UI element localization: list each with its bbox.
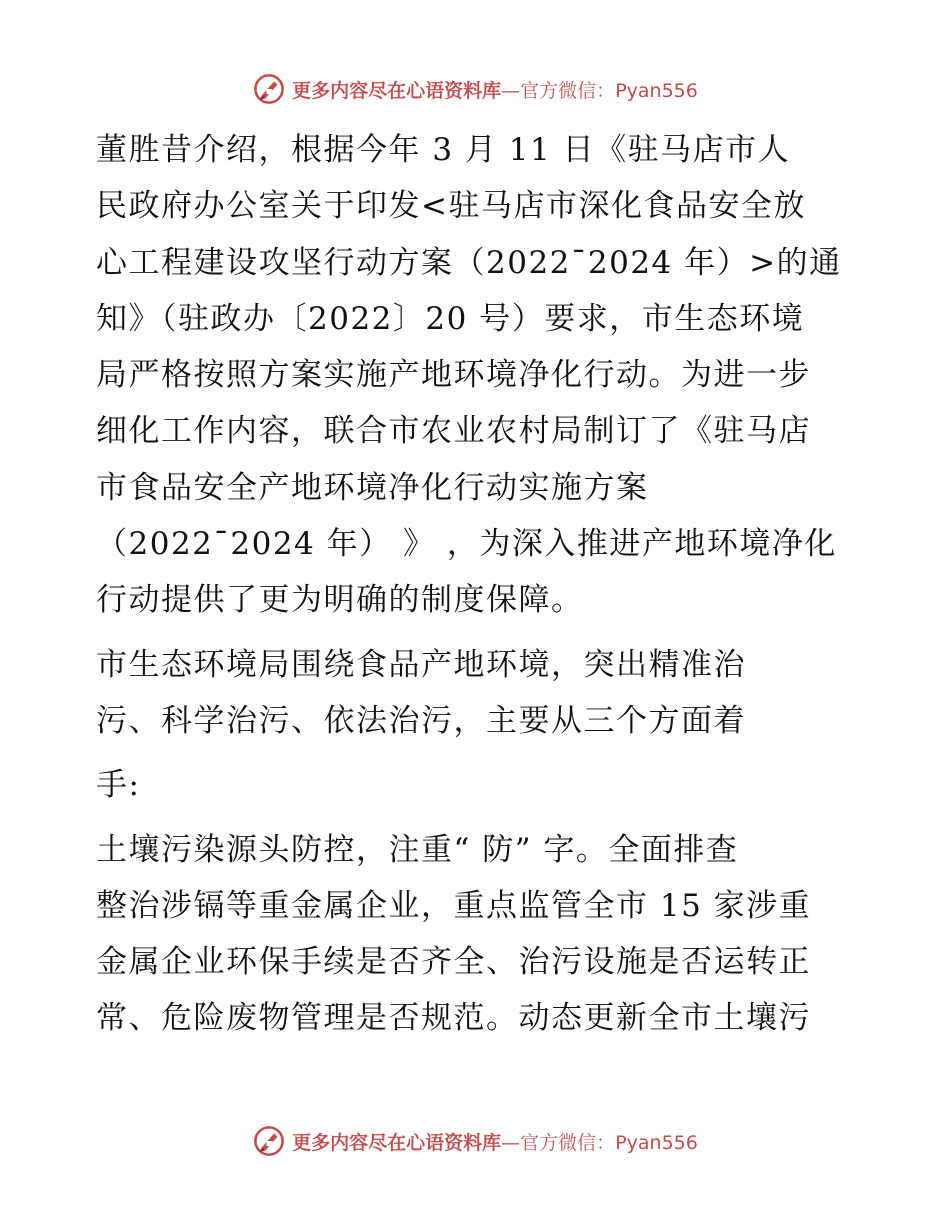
text-line: 心工程建设攻坚行动方案（2022¯2024 年）>的通: [96, 244, 842, 281]
text-line: （2022¯2024 年） 》 ，为深入推进产地环境净化: [96, 526, 837, 563]
text-line: 金属企业环保手续是否齐全、治污设施是否运转正: [96, 944, 811, 981]
pen-logo-icon: [252, 1124, 286, 1158]
text-line: 市食品安全产地环境净化行动实施方案: [96, 469, 649, 506]
document-body: [96, 122, 856, 1047]
watermark-main: 更多内容尽在心语资料库: [292, 1131, 502, 1154]
text-line: 细化工作内容，联合市农业农村局制订了《驻马店: [96, 413, 811, 450]
watermark-main: 更多内容尽在心语资料库: [292, 79, 502, 102]
text-line: 局严格按照方案实施产地环境净化行动。为进一步: [96, 357, 811, 394]
paragraph-3: [96, 757, 856, 813]
text-line: 民政府办公室关于印发<驻马店市深化食品安全放: [96, 188, 806, 225]
paragraph-2: [96, 637, 856, 750]
watermark-top: [0, 72, 950, 106]
watermark-wechat-label: 官方微信：: [520, 1131, 616, 1154]
watermark-bottom: [0, 1124, 950, 1158]
text-line: 行动提供了更为明确的制度保障。: [96, 582, 584, 619]
text-line: 土壤污染源头防控，注重“ 防” 字。全面排查: [96, 831, 739, 868]
text-line: 董胜昔介绍，根据今年 3 月 11 日《驻马店市人: [96, 132, 791, 168]
text-line: 知》（驻政办〔2022〕20 号）要求，市生态环境: [96, 300, 805, 337]
watermark-sep: —: [501, 79, 521, 102]
watermark-text: [292, 1128, 698, 1155]
text-line: 手:: [96, 767, 141, 804]
text-line: 市生态环境局围绕食品产地环境，突出精准治: [96, 646, 746, 683]
watermark-wechat-id: Pyan556: [615, 1131, 698, 1154]
text-line: 常、危险废物管理是否规范。动态更新全市土壤污: [96, 1000, 811, 1037]
watermark-wechat-label: 官方微信：: [520, 79, 616, 102]
paragraph-4: [96, 822, 856, 1047]
watermark-sep: —: [501, 1131, 521, 1154]
pen-logo-icon: [252, 72, 286, 106]
paragraph-1: [96, 122, 856, 629]
watermark-text: [292, 76, 698, 103]
text-line: 污、科学治污、依法治污，主要从三个方面着: [96, 702, 746, 739]
text-line: 整治涉镉等重金属企业，重点监管全市 15 家涉重: [96, 887, 812, 924]
watermark-wechat-id: Pyan556: [615, 79, 698, 102]
